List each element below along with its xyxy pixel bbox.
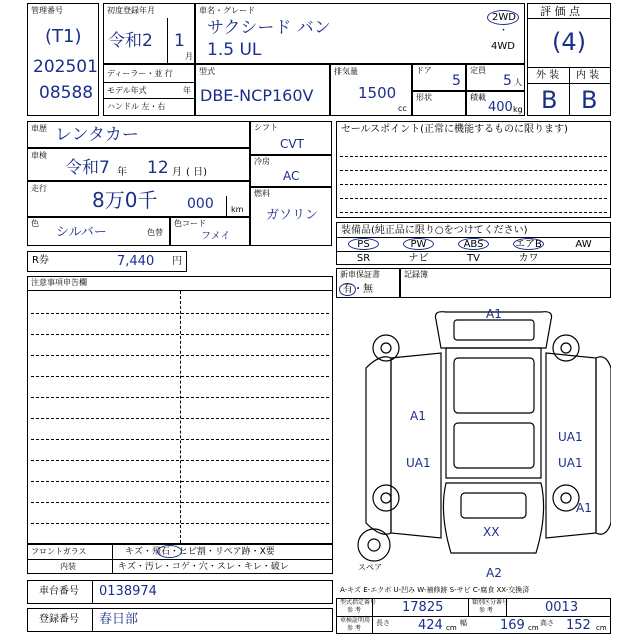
windshield-options: キズ・飛石・ヒビ割・リペア跡・X要	[125, 547, 275, 557]
notes-line	[31, 439, 329, 440]
r-ticket-value: 7,440	[117, 254, 155, 269]
height-label: 高さ	[540, 619, 554, 627]
inspection-label: 車検	[31, 151, 47, 160]
equipment-item: エアB	[515, 239, 542, 250]
inspection-month: 12	[147, 158, 169, 178]
length-label: 長さ	[376, 619, 390, 627]
displacement-label: 排気量	[334, 67, 358, 76]
inspection-era: 令和7	[65, 158, 110, 178]
exterior-grade: B	[541, 86, 558, 114]
exterior-label: 外 装	[536, 70, 560, 81]
notes-line	[31, 502, 329, 503]
mileage-label: 走行	[31, 184, 47, 193]
color-code-value: フメイ	[201, 231, 231, 242]
notes-line	[31, 397, 329, 398]
category-value: 0013	[545, 600, 579, 615]
shift-label: シフト	[254, 123, 278, 132]
capacity-unit: 人	[514, 78, 522, 87]
category-sub: 参 考	[479, 607, 493, 614]
notes-line	[31, 313, 329, 314]
notes-line	[31, 481, 329, 482]
equipment-label: 装備品(純正品に限り○をつけてください)	[341, 225, 528, 236]
inspection-month-unit: 月	[172, 167, 182, 178]
drive-2wd: 2WD	[492, 12, 516, 23]
management-code: (T1)	[45, 26, 82, 47]
interior-grade: B	[581, 86, 598, 114]
history-value: レンタカー	[55, 125, 139, 145]
registration-label: 登録番号	[39, 614, 79, 625]
ac-label: 冷房	[254, 157, 270, 166]
r-ticket-box	[27, 251, 187, 272]
first-registration-era: 令和2	[108, 31, 153, 51]
first-registration-month-unit: 月	[185, 52, 193, 61]
equipment-circle	[458, 238, 489, 250]
length-unit: cm	[446, 624, 457, 632]
damage-mark-left-1: A1	[410, 409, 426, 423]
equipment-item: SR	[356, 253, 371, 264]
windshield-circle	[157, 545, 182, 558]
car-name: サクシード バン	[207, 18, 331, 38]
evaluation-score: (4)	[552, 28, 586, 56]
door-value: 5	[452, 73, 461, 89]
r-ticket-label: R券	[32, 255, 49, 266]
damage-mark-top: A1	[486, 307, 502, 321]
sales-point-label: セールスポイント(正常に機能するものに限ります)	[341, 124, 568, 135]
dealer-label: ディーラー・並 行	[107, 69, 173, 78]
shift-value: CVT	[280, 137, 304, 151]
width-unit: cm	[528, 624, 539, 632]
width-value: 169	[500, 618, 525, 633]
inspection-year-unit: 年	[117, 167, 127, 178]
damage-mark-right-2: UA1	[558, 456, 583, 470]
equipment-item: PW	[410, 239, 427, 250]
car-name-label: 車名・グレード	[199, 6, 255, 15]
notes-line	[31, 418, 329, 419]
drive-4wd: 4WD	[491, 41, 515, 52]
interior-options-label: 内装	[60, 562, 76, 571]
evaluation-label: 評 価 点	[540, 5, 580, 18]
sales-point-line	[340, 198, 607, 199]
damage-mark-bottom: A2	[486, 566, 502, 580]
equipment-item: ABS	[463, 239, 484, 250]
notes-line	[31, 460, 329, 461]
first-registration-month: 1	[174, 31, 185, 51]
length-value: 424	[418, 618, 443, 633]
spare-label: スペア	[358, 563, 382, 572]
fuel-label: 燃料	[254, 189, 270, 198]
mileage-unit: km	[231, 205, 244, 214]
warranty-value: 有・無	[343, 284, 373, 295]
management-label: 管理番号	[31, 6, 63, 15]
height-unit: cm	[596, 624, 607, 632]
first-registration-label: 初度登録年月	[107, 6, 155, 15]
mileage-value: 8万0千	[92, 188, 158, 212]
type-cert-value: 17825	[402, 600, 444, 615]
fuel-value: ガソリン	[266, 208, 319, 223]
color-change-label: 色替	[147, 228, 163, 237]
equipment-item: カワ	[518, 253, 539, 264]
damage-code-legend: A-キズ E-エクボ U-凹み W-補修跡 S-サビ C-腐食 XX-交換済	[340, 586, 530, 594]
management-number-1: 202501	[33, 57, 98, 77]
capacity-value: 5	[503, 73, 512, 89]
category-label: 類別区分番号	[472, 599, 509, 606]
registration-value: 春日部	[99, 612, 139, 627]
notes-line	[31, 376, 329, 377]
sales-point-line	[340, 184, 607, 185]
damage-mark-left-2: UA1	[406, 456, 431, 470]
record-book-label: 記録簿	[404, 270, 428, 279]
notes-label: 注意事項申告欄	[31, 278, 87, 287]
displacement-unit: cc	[398, 104, 407, 113]
equipment-circle	[403, 238, 434, 250]
history-label: 車歴	[31, 124, 47, 133]
shape-label: 形状	[416, 93, 432, 102]
type-cert-label: 型式指定番号	[340, 599, 377, 606]
chassis-value: 0138974	[99, 584, 157, 599]
load-value: 400	[488, 100, 513, 115]
car-grade: 1.5 UL	[207, 40, 262, 60]
capacity-label: 定員	[470, 66, 486, 75]
windshield-label: フロントガラス	[31, 547, 87, 556]
drive-dot: ・	[499, 26, 509, 36]
vehicle-cert-sub: 参 考	[347, 625, 361, 632]
width-label: 幅	[460, 619, 467, 627]
equipment-circle	[513, 238, 544, 250]
notes-line	[31, 523, 329, 524]
equipment-item: TV	[467, 253, 480, 264]
record-book-box	[400, 268, 611, 298]
color-label: 色	[31, 219, 39, 228]
damage-mark-right-3: A1	[576, 501, 592, 515]
damage-mark-center: XX	[483, 525, 500, 539]
notes-line	[31, 334, 329, 335]
chassis-label: 車台番号	[39, 586, 79, 597]
interior-options: キズ・汚レ・コゲ・穴・スレ・キレ・破レ	[118, 562, 289, 572]
sales-point-line	[340, 156, 607, 157]
displacement-value: 1500	[358, 84, 397, 102]
load-label: 積載	[470, 93, 486, 102]
warranty-label: 新車保証書	[340, 270, 380, 279]
interior-label: 内 装	[576, 70, 600, 81]
sales-point-line	[340, 212, 607, 213]
load-unit: kg	[513, 105, 523, 114]
notes-line	[31, 355, 329, 356]
handle-label: ハンドル 左・右	[107, 102, 166, 111]
ac-value: AC	[283, 169, 300, 183]
door-label: ドア	[416, 66, 432, 75]
mileage-tail: 000	[187, 196, 214, 212]
height-value: 152	[566, 618, 591, 633]
color-code-label: 色コード	[174, 219, 206, 228]
model-year-label: モデル年式	[107, 86, 147, 95]
sales-point-line	[340, 170, 607, 171]
inspection-box	[27, 148, 250, 181]
type-label: 型式	[199, 67, 215, 76]
equipment-item: ナビ	[408, 253, 429, 264]
type-value: DBE-NCP160V	[200, 86, 314, 105]
equipment-item: AW	[575, 239, 592, 250]
r-ticket-unit: 円	[172, 256, 182, 267]
damage-mark-right-1: UA1	[558, 430, 583, 444]
vehicle-cert-label: 車検証明用	[340, 617, 371, 624]
color-value: シルバー	[56, 225, 107, 240]
equipment-item: PS	[357, 239, 370, 250]
inspection-day: ( 日)	[186, 167, 207, 178]
model-year-unit: 年	[183, 86, 191, 95]
management-number-2: 08588	[39, 83, 94, 103]
equipment-circle	[348, 238, 379, 250]
type-cert-sub: 参 考	[347, 607, 361, 614]
